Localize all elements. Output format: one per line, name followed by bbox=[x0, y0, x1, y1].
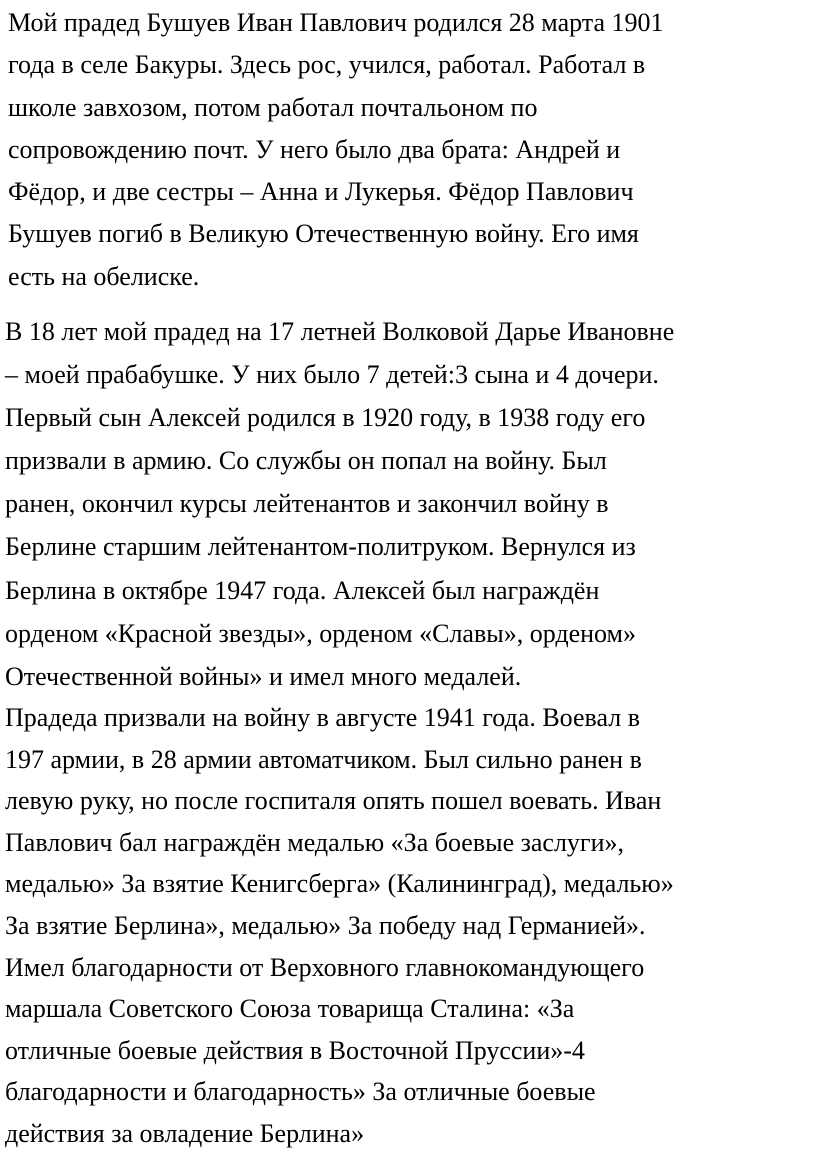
text-line: 197 армии, в 28 армии автоматчиком. Был сильно ранен в bbox=[5, 744, 642, 774]
text-line: Прадеда призвали на войну в августе 1941 года. Воевал в bbox=[5, 703, 640, 732]
text-line: года в селе Бакуры. Здесь рос, учился, работал. Работал в bbox=[8, 50, 646, 80]
text-line: Бушуев погиб в Великую Отечественную войну. Его имя bbox=[8, 219, 639, 249]
text-line: есть на обелиске. bbox=[8, 261, 200, 291]
text-line: ранен, окончил курсы лейтенантов и закончил войну в bbox=[5, 489, 609, 519]
text-line: Павлович бал награждён медалью «За боевые заслуги», bbox=[5, 827, 625, 857]
text-line: Берлине старшим лейтенантом-политруком. Вернулся из bbox=[5, 532, 636, 562]
text-line: маршала Советского Союза товарища Сталина: «За bbox=[5, 994, 575, 1024]
text-line: Имел благодарности от Верховного главнокомандующего bbox=[5, 952, 645, 982]
text-line: – моей прабабушке. У них было 7 детей:3 сына и 4 дочери. bbox=[5, 360, 659, 390]
paragraph-3 bbox=[5, 697, 674, 1155]
text-line: Мой прадед Бушуев Иван Павлович родился 28 марта 1901 bbox=[8, 8, 664, 37]
text-line: Отечественной войны» и имел много медалей. bbox=[5, 661, 522, 691]
text-line: левую руку, но после госпиталя опять пошел воевать. Иван bbox=[5, 786, 662, 816]
text-line: В 18 лет мой прадед на 17 летней Волковой Дарье Ивановне bbox=[5, 317, 675, 346]
paragraph-2 bbox=[5, 310, 674, 698]
text-line: действия за овладение Берлина» bbox=[5, 1118, 365, 1148]
text-line: призвали в армию. Со службы он попал на войну. Был bbox=[5, 446, 607, 476]
text-line: Первый сын Алексей родился в 1920 году, в 1938 году его bbox=[5, 403, 646, 433]
text-line: орденом «Красной звезды», орденом «Славы», орденом» bbox=[5, 618, 636, 648]
text-line: благодарности и благодарность» За отличные боевые bbox=[5, 1077, 596, 1107]
text-line: медалью» За взятие Кенигсберга» (Калининград), медалью» bbox=[5, 869, 674, 899]
text-line: Берлина в октябре 1947 года. Алексей был награждён bbox=[5, 575, 600, 605]
text-line: школе завхозом, потом работал почтальоном по bbox=[8, 92, 538, 122]
text-line: Фёдор, и две сестры – Анна и Лукерья. Фёдор Павлович bbox=[8, 177, 634, 207]
text-line: отличные боевые действия в Восточной Пруссии»-4 bbox=[5, 1035, 585, 1065]
text-line: сопровождению почт. У него было два брата: Андрей и bbox=[8, 134, 621, 164]
text-line: За взятие Берлина», медалью» За победу над Германией». bbox=[5, 910, 646, 940]
paragraph-1 bbox=[8, 2, 663, 298]
